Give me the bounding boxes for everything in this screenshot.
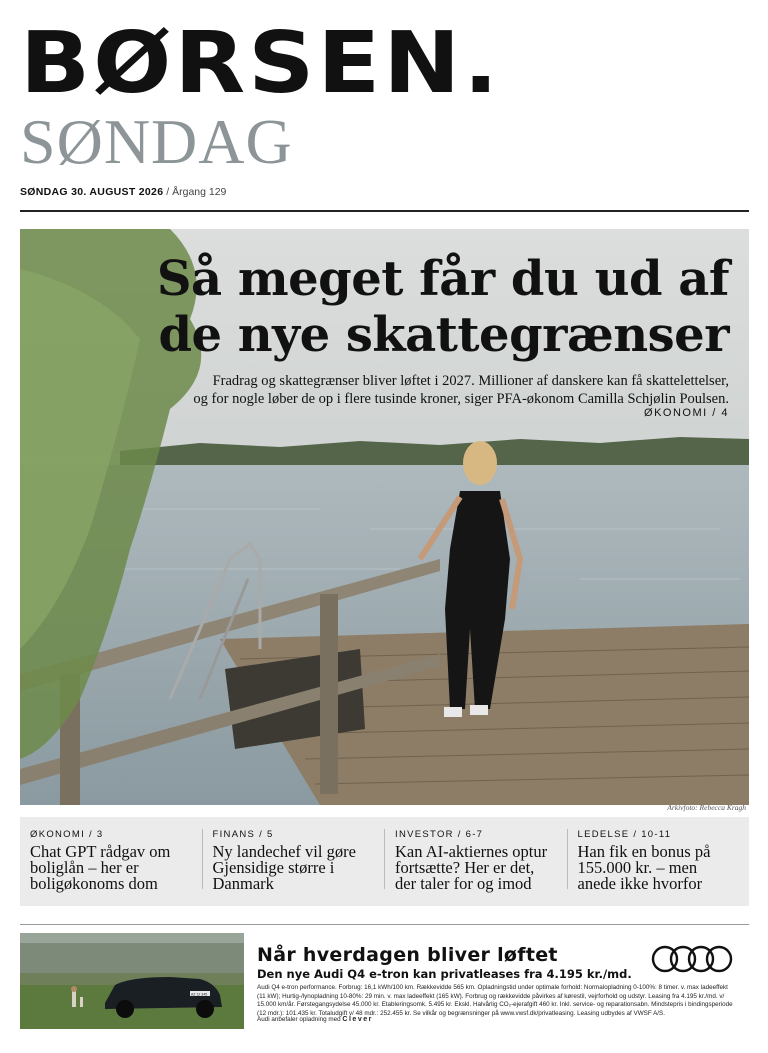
ad-partner-prefix: Audi anbefaler opladning med: [257, 1016, 341, 1023]
ad-image[interactable]: [20, 933, 244, 1029]
ad-fineprint: Audi Q4 e-tron performance. Forbrug: 16,1 kWh/100 km. Rækkevidde 565 km. Opladningstid under optimale forhold: Normalopladning 0-100%: 8 timer. v. max ladeeffekt (11 kW); Hurtig-/lynopladning 10-80%: 29 min. v. max ladeeffekt (165 kW). Forbrug og rækkevidde påvirkes af kørestil, vejrforhold og udstyr. Leasing fra 4.195 kr./md. v/ 15.000 km/år. Førstegangsydelse 45.000 kr. Etableringsomk. 5.495 kr. Ekskl. Halvårlig CO₂-ejerafgift 460 kr. Inkl. service- og reparationsabn. Mindstepris i bindingsperiode (12 mdr.): 101.435 kr. Totaludgift v/ 48 mdr.: 252.455 kr. Se vilkår og begrænsninger på www.vwsf.dk/privatleasing. Leasing udbydes af VWSF A/S.: [257, 984, 733, 1017]
teaser-title[interactable]: Han fik en bonus på 155.000 kr. – men anede ikke hvorfor: [577, 842, 711, 893]
ad-divider: [20, 924, 749, 925]
ad-partner: [257, 1016, 373, 1023]
hero-section-label[interactable]: ØKONOMI / 4: [644, 407, 729, 419]
teaser-bar: [20, 817, 749, 906]
teaser-section: LEDELSE / 10-11: [577, 829, 672, 840]
hero-headline[interactable]: [157, 251, 729, 363]
license-plate: AZ 12 345: [191, 992, 208, 997]
hero-story[interactable]: [20, 229, 749, 805]
volume-number: / Årgang 129: [166, 186, 227, 198]
ad-headline[interactable]: Når hverdagen bliver løftet: [257, 944, 558, 966]
teaser-section: INVESTOR / 6-7: [395, 829, 484, 840]
teaser-item[interactable]: [20, 817, 202, 906]
audi-logo-icon[interactable]: [650, 944, 736, 979]
car-photo: [20, 933, 244, 1029]
issue-date: SØNDAG 30. AUGUST 2026: [20, 186, 164, 198]
dateline: [20, 186, 226, 198]
photo-credit: Arkivfoto: Rebecca Kragh: [667, 803, 746, 812]
teaser-item[interactable]: [202, 829, 385, 893]
header-divider: [20, 210, 749, 212]
headline-line[interactable]: Så meget får du ud af: [156, 251, 729, 307]
teaser-title[interactable]: Ny landechef vil gøre Gjensidige større i Danmark: [212, 842, 356, 893]
hero-deck: [169, 372, 729, 408]
clever-logo: Clever: [342, 1016, 373, 1023]
teaser-section: ØKONOMI / 3: [30, 829, 104, 840]
teaser-item[interactable]: [384, 829, 567, 893]
brand-logo[interactable]: BØRSEN.: [20, 14, 502, 113]
teaser-item[interactable]: [567, 829, 750, 893]
deck-line: og for nogle løber de op i flere tusinde kroner, siger PFA-økonom Camilla Schjølin Poulsen.: [193, 391, 729, 407]
deck-line: Fradrag og skattegrænser bliver løftet i 2027. Millioner af danskere kan få skattelettelser,: [212, 373, 729, 389]
masthead: [20, 14, 620, 177]
ad-subline: Den nye Audi Q4 e-tron kan privatleases fra 4.195 kr./md.: [257, 967, 632, 981]
edition-name: SØNDAG: [20, 106, 293, 177]
teaser-title[interactable]: Chat GPT rådgav om boliglån – her er boligøkonoms dom: [30, 842, 171, 893]
headline-line[interactable]: de nye skattegrænser: [158, 307, 729, 363]
teaser-title[interactable]: Kan AI-aktiernes optur fortsætte? Her er det, der taler for og imod: [395, 842, 548, 893]
teaser-section: FINANS / 5: [212, 829, 274, 840]
